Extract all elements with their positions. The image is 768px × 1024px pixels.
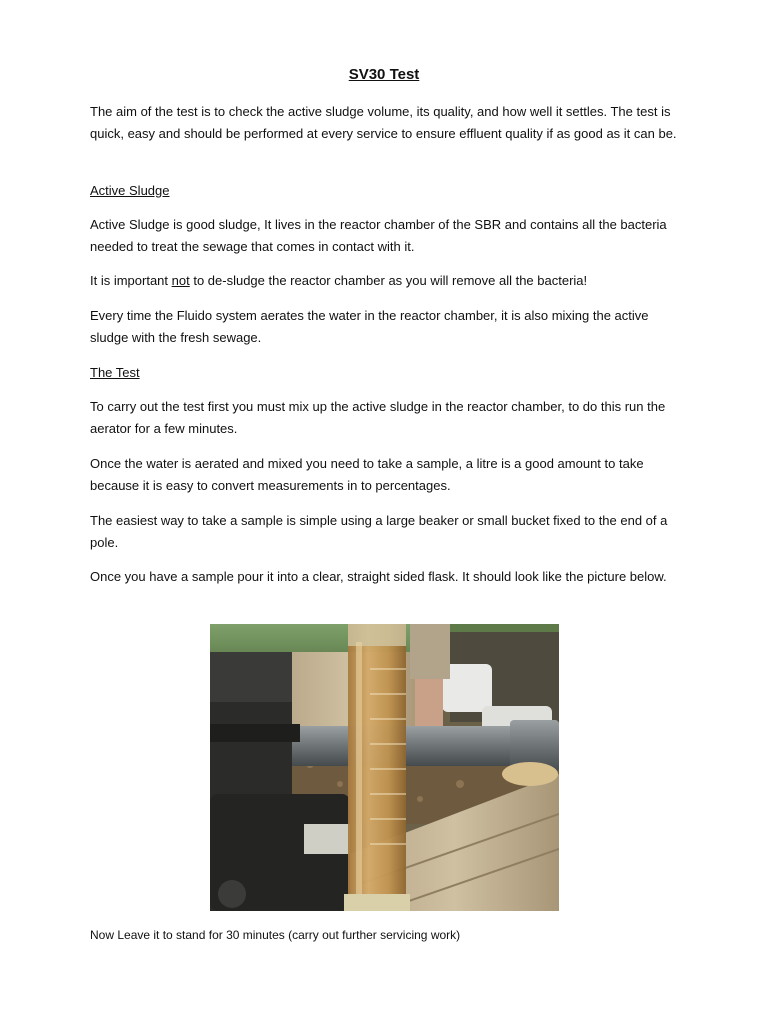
intro-paragraph: The aim of the test is to check the active sludge volume, its quality, and how well it settles. The test is quick, easy and should be performed at every service to ensure effluent quality if as good as it can be. [90,104,677,141]
sample-flask-photo [210,624,559,911]
test-paragraph-4: Once you have a sample pour it into a clear, straight sided flask. It should look like the picture below. [90,569,667,584]
test-paragraph-1: To carry out the test first you must mix up the active sludge in the reactor chamber, to do this run the aerator for a few minutes. [90,399,666,436]
active-sludge-paragraph-1: Active Sludge is good sludge, It lives in the reactor chamber of the SBR and contains all the bacteria needed to treat the sewage that comes in contact with it. [90,217,667,254]
test-paragraph-3: The easiest way to take a sample is simple using a large beaker or small bucket fixed to the end of a pole. [90,513,668,550]
active-sludge-paragraph-3: Every time the Fluido system aerates the water in the reactor chamber, it is also mixing the active sludge with the fresh sewage. [90,308,649,345]
document-title: SV30 Test [348,66,420,83]
p2-text-after: to de-sludge the reactor chamber as you will remove all the bacteria! [189,273,588,288]
active-sludge-paragraph-2 [90,270,686,292]
document-page [90,0,690,1024]
photo-caption: Now Leave it to stand for 30 minutes (carry out further servicing work) [90,928,461,942]
heading-active-sludge: Active Sludge [90,183,170,198]
heading-the-test: The Test [90,365,140,380]
p2-text-before: It is important [90,273,172,288]
test-paragraph-2: Once the water is aerated and mixed you need to take a sample, a litre is a good amount to take because it is easy to convert measurements in to percentages. [90,456,644,493]
p2-emphasis-not: not [171,273,190,288]
